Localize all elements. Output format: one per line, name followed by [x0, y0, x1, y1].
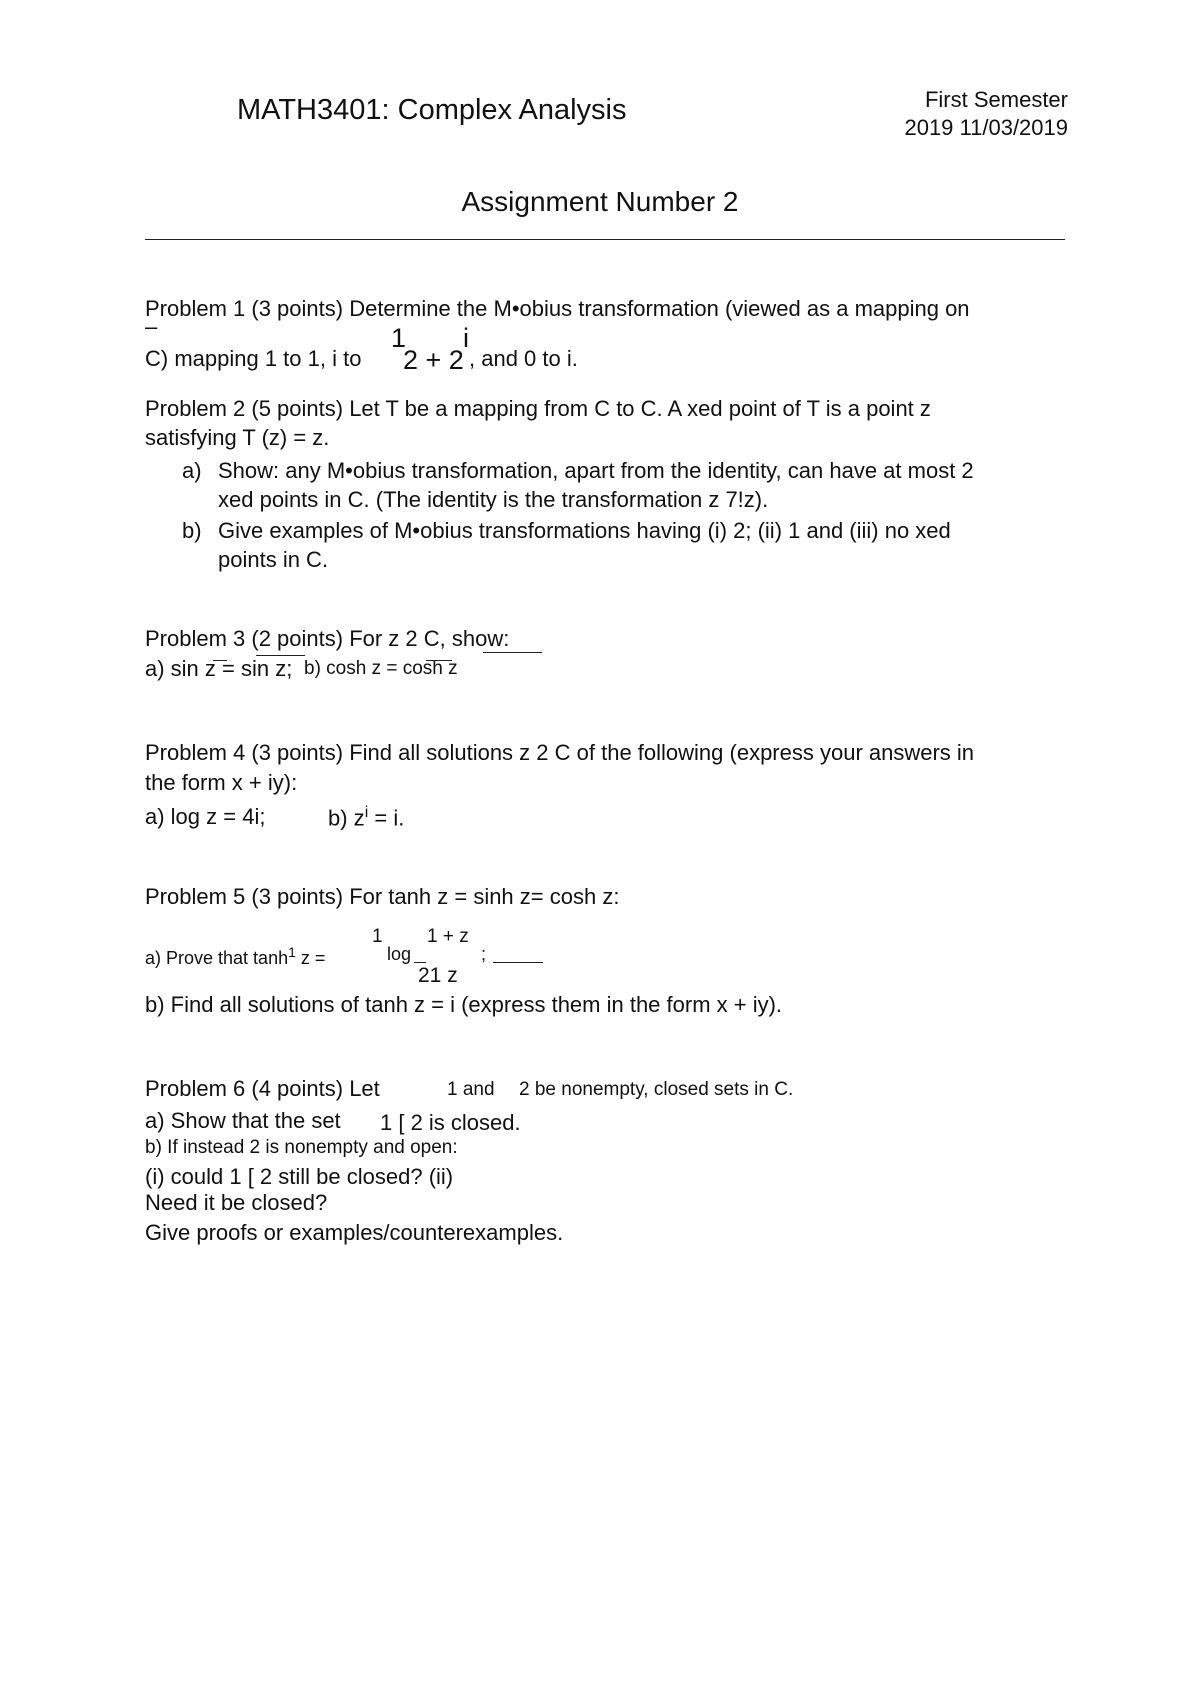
problem-5-tail-line	[493, 962, 543, 963]
problem-6-line-1b: 1 and	[447, 1079, 495, 1100]
problem-5-fraction-bar	[414, 962, 426, 963]
problem-1-fraction-num-i: i	[463, 323, 469, 353]
problem-2-b-line-2: points in C.	[218, 547, 329, 572]
problem-4-b-post: = i.	[368, 805, 405, 831]
problem-3-b: b) cosh z = cosh z	[304, 658, 458, 679]
problem-6-a-sub: 1 [ 2 is closed.	[380, 1110, 521, 1135]
header-rule	[145, 239, 1065, 240]
problem-5-b: b) Find all solutions of tanh z = i (express them in the form x + iy).	[145, 992, 783, 1017]
problem-5-den: 21 z	[418, 964, 458, 987]
problem-5-log: log	[387, 944, 412, 964]
date-line: 2019 11/03/2019	[904, 115, 1068, 140]
problem-5-a-eq: z =	[295, 948, 326, 968]
problem-3-line-1: Problem 3 (2 points) For z 2 C, show:	[145, 626, 510, 651]
problem-4-b	[328, 804, 404, 831]
show-overline	[483, 652, 542, 653]
conjugate-bar-z	[213, 660, 227, 661]
problem-2-b-line-1: Give examples of M•obius transformations having (i) 2; (ii) 1 and (iii) no xed	[218, 518, 951, 543]
problem-3-a: a) sin z = sin z;	[145, 656, 293, 681]
problem-4-b-exponent: i	[364, 804, 369, 821]
problem-2-a-label: a)	[182, 458, 202, 483]
problem-4-a: a) log z = 4i;	[145, 804, 266, 829]
problem-1-dash: –	[145, 314, 158, 339]
problem-1-fraction-num-1: 1	[391, 323, 407, 353]
conjugate-bar-sin	[256, 655, 305, 656]
problem-2-b-label: b)	[182, 518, 202, 543]
semester-line: First Semester	[924, 87, 1068, 112]
problem-4-line-1: Problem 4 (3 points) Find all solutions z 2 C of the following (express your answers in	[145, 740, 975, 765]
problem-2-a-line-2: xed points in C. (The identity is the transformation z 7!z).	[218, 487, 769, 512]
problem-5-tail: ;	[481, 944, 487, 964]
problem-5-line-1: Problem 5 (3 points) For tanh z = sinh z= cosh z:	[145, 884, 620, 909]
problem-1-line-1: Problem 1 (3 points) Determine the M•obius transformation (viewed as a mapping on	[145, 296, 970, 321]
problem-2-line-1: Problem 2 (5 points) Let T be a mapping from C to C. A xed point of T is a point z	[145, 396, 931, 421]
problem-2-a-line-1: Show: any M•obius transformation, apart from the identity, can have at most 2	[218, 458, 974, 483]
problem-6-c: (i) could 1 [ 2 still be closed? (ii)	[145, 1164, 454, 1189]
problem-1-fraction-den: 2 + 2	[403, 345, 464, 375]
problem-6-line-1a: Problem 6 (4 points) Let	[145, 1076, 380, 1101]
problem-1-line-2a: C) mapping 1 to 1, i to	[145, 346, 362, 371]
problem-4-b-pre: b) z	[328, 805, 365, 831]
problem-1-line-2b: , and 0 to i.	[469, 346, 578, 371]
problem-6-b: b) If instead 2 is nonempty and open:	[145, 1137, 458, 1158]
problem-5-a-exponent: 1	[288, 944, 296, 960]
problem-5-a	[145, 944, 325, 969]
problem-6-d: Need it be closed?	[145, 1190, 328, 1215]
problem-5-num-1: 1	[372, 926, 383, 947]
problem-2-line-2: satisfying T (z) = z.	[145, 425, 330, 450]
problem-6-a-pre: a) Show that the set	[145, 1108, 341, 1133]
course-title: MATH3401: Complex Analysis	[237, 94, 627, 126]
conjugate-bar-cosh	[426, 660, 452, 661]
problem-6-e: Give proofs or examples/counterexamples.	[145, 1220, 564, 1245]
semester-info	[904, 86, 1068, 142]
assignment-title: Assignment Number 2	[461, 186, 739, 217]
problem-6-line-1c: 2 be nonempty, closed sets in C.	[519, 1079, 794, 1100]
problem-5-num-2: 1 + z	[427, 926, 469, 947]
problem-5-a-text: a) Prove that tanh	[145, 948, 289, 968]
problem-4-line-2: the form x + iy):	[145, 770, 298, 795]
